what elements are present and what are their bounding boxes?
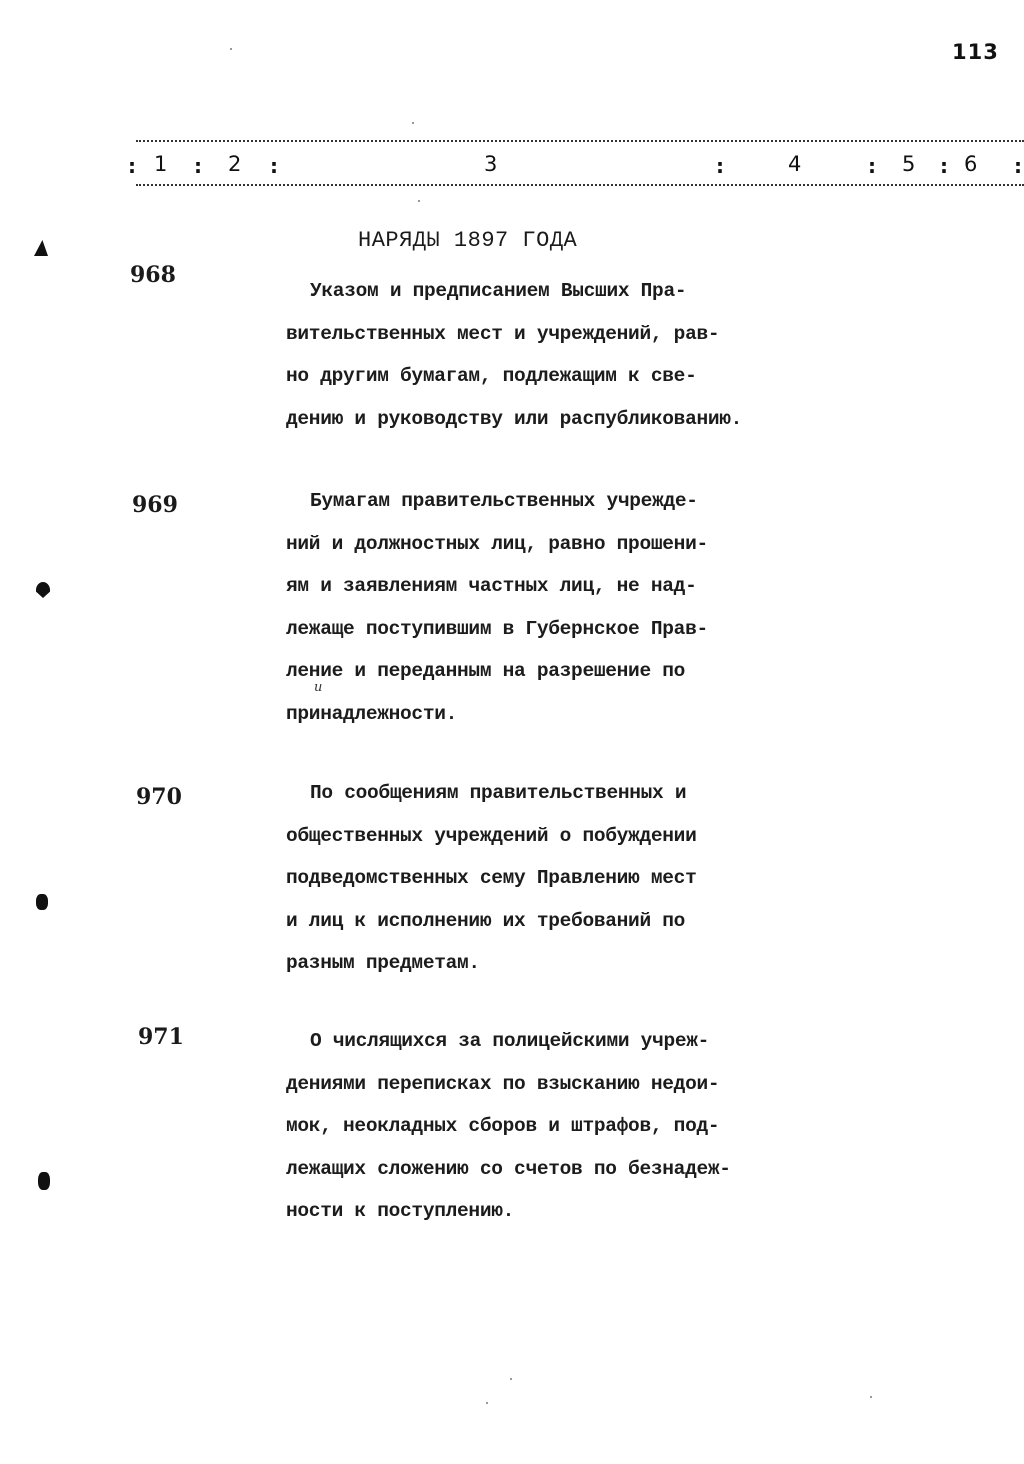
column-separator: : xyxy=(716,154,724,178)
entry-line: подведомственных сему Правлению мест xyxy=(286,867,697,889)
entry-line: но другим бумагам, подлежащим к све- xyxy=(286,365,697,387)
margin-punch-mark xyxy=(38,1172,50,1190)
column-header xyxy=(128,140,1024,190)
header-rule-top xyxy=(136,140,1024,142)
entry-number: 969 xyxy=(132,492,178,518)
entry-number: 970 xyxy=(136,784,182,810)
column-separator: : xyxy=(868,154,876,178)
scan-speck xyxy=(230,48,232,50)
margin-punch-mark xyxy=(36,582,50,598)
scan-speck xyxy=(412,122,414,124)
column-separator: : xyxy=(128,154,136,178)
entry-line: мок, неокладных сборов и штрафов, под- xyxy=(286,1115,720,1137)
entry-line: дениями переписках по взысканию недои- xyxy=(286,1072,720,1095)
entry-line: и лиц к исполнению их требований по xyxy=(286,909,686,932)
entry-number: 968 xyxy=(130,262,176,288)
column-number-1: 1 xyxy=(154,152,168,176)
page-number: 113 xyxy=(952,40,999,64)
entry-line: ний и должностных лиц, равно прошени- xyxy=(286,532,708,555)
entry-line: ности к поступлению. xyxy=(286,1200,515,1222)
entry-line: ям и заявлениям частных лиц, не над- xyxy=(286,575,697,597)
entry-line: разным предметам. xyxy=(286,952,480,974)
entry-line: лежаще поступившим в Губернское Прав- xyxy=(286,617,708,640)
entry-line: О числящихся за полицейскими учреж- xyxy=(310,1030,710,1052)
column-number-6: 6 xyxy=(964,152,978,176)
scan-speck xyxy=(870,1396,872,1398)
section-title: НАРЯДЫ 1897 ГОДА xyxy=(358,228,578,253)
margin-punch-mark xyxy=(36,894,48,910)
entry-description xyxy=(286,1020,806,1233)
column-separator: : xyxy=(1014,154,1022,178)
entry-line: общественных учреждений о побуждении xyxy=(286,824,697,847)
entry-description xyxy=(286,480,806,735)
column-number-5: 5 xyxy=(902,152,916,176)
scan-speck xyxy=(510,1378,512,1380)
entry-line: Указом и предписанием Высших Пра- xyxy=(310,280,687,302)
entry-line: дению и руководству или распубликованию. xyxy=(286,407,743,430)
column-number-3: 3 xyxy=(484,152,498,176)
entry-line: По сообщениям правительственных и xyxy=(310,782,687,804)
column-separator: : xyxy=(270,154,278,178)
column-separator: : xyxy=(940,154,948,178)
column-number-4: 4 xyxy=(788,152,802,176)
entry-number: 971 xyxy=(138,1024,184,1050)
column-separator: : xyxy=(194,154,202,178)
header-rule-bottom xyxy=(136,184,1024,186)
entry-line: лежащих сложению со счетов по безнадеж- xyxy=(286,1157,731,1180)
entry-line: вительственных мест и учреждений, рав- xyxy=(286,322,720,345)
column-number-2: 2 xyxy=(228,152,242,176)
entry-line: ление и переданным на разрешение по xyxy=(286,660,686,682)
entry-description xyxy=(286,772,806,985)
scan-speck xyxy=(418,200,420,202)
handwritten-correction: и xyxy=(314,680,323,695)
scan-speck xyxy=(486,1402,488,1404)
entry-line: принадлежности. xyxy=(286,702,458,725)
entry-description xyxy=(286,270,806,440)
margin-punch-mark xyxy=(34,240,48,256)
entry-line: Бумагам правительственных учрежде- xyxy=(310,490,698,512)
